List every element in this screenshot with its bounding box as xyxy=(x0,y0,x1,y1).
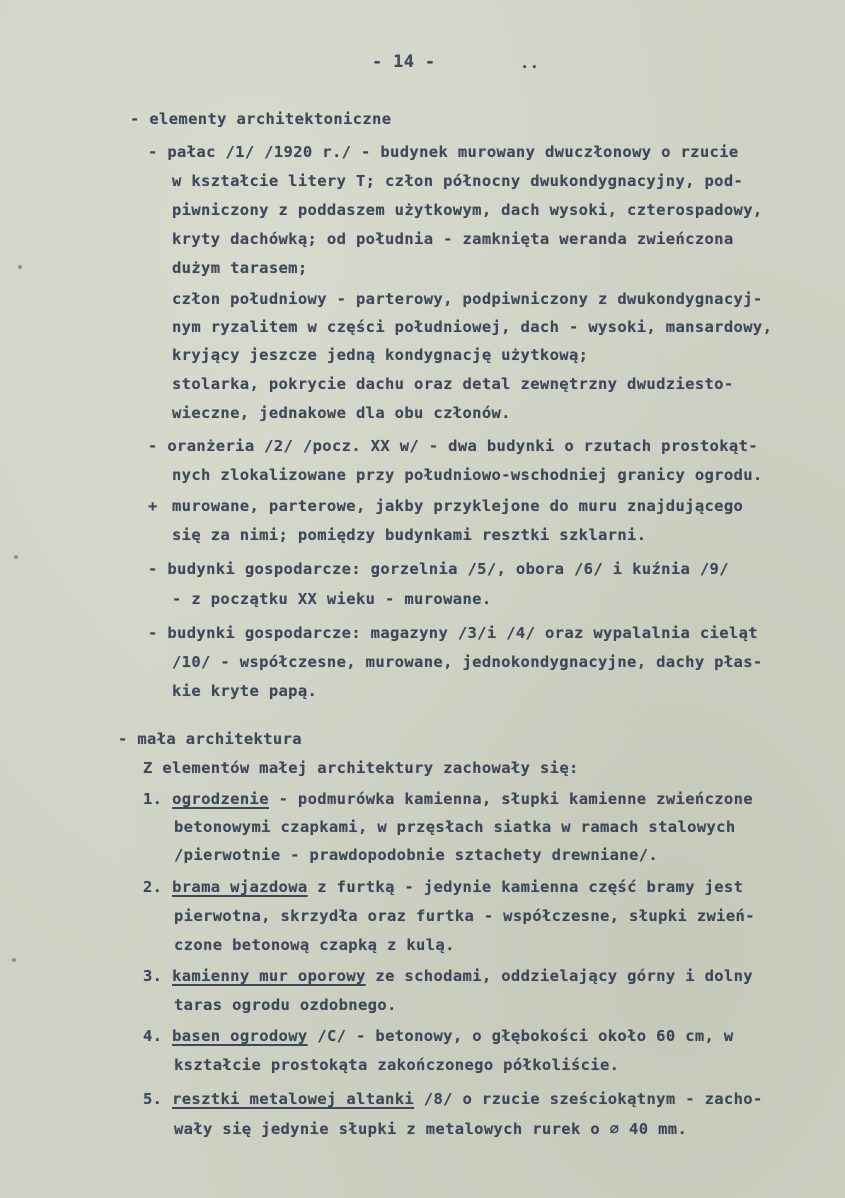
text-line: dużym tarasem; xyxy=(172,259,308,277)
text-line: człon południowy - parterowy, podpiwniczony z dwukondygnacyj- xyxy=(172,290,763,308)
section-heading-architecture: - elementy architektoniczne xyxy=(130,110,392,128)
text-line: kie kryte papą. xyxy=(172,682,318,700)
item-term: basen ogrodowy xyxy=(172,1027,308,1045)
text-line: - z początku XX wieku - murowane. xyxy=(172,590,492,608)
item-number: 2. xyxy=(143,878,163,896)
text-line: - budynki gospodarcze: gorzelnia /5/, obora /6/ i kuźnia /9/ xyxy=(148,560,729,578)
item-text: - podmurówka kamienna, słupki kamienne zwieńczone xyxy=(268,790,753,808)
text-line: stolarka, pokrycie dachu oraz detal zewnętrzny dwudziesto- xyxy=(172,375,734,393)
text-line: się za nimi; pomiędzy budynkami resztki szklarni. xyxy=(172,526,647,544)
item-number: 3. xyxy=(143,967,163,985)
margin-dot xyxy=(12,958,16,962)
text-line: kształcie prostokąta zakończonego półkoliście. xyxy=(174,1056,620,1074)
item-term: ogrodzenie xyxy=(172,790,269,808)
item-text: z furtką - jedynie kamienna część bramy jest xyxy=(307,878,744,896)
margin-dot xyxy=(18,265,22,269)
item-term: kamienny mur oporowy xyxy=(172,967,366,985)
item-number: 5. xyxy=(143,1090,163,1108)
list-item xyxy=(143,1027,734,1045)
list-item xyxy=(143,790,753,808)
text-line: czone betonową czapką z kulą. xyxy=(174,936,455,954)
text-line: - oranżeria /2/ /pocz. XX w/ - dwa budynki o rzutach prostokąt- xyxy=(148,437,758,455)
text-line: /pierwotnie - prawdopodobnie sztachety drewniane/. xyxy=(174,846,659,864)
item-term: resztki metalowej altanki xyxy=(172,1090,415,1108)
page-number: - 14 - xyxy=(372,52,436,72)
section-heading-small-architecture: - mała architektura xyxy=(118,730,302,748)
text-line: - budynki gospodarcze: magazyny /3/i /4/ oraz wypalalnia cieląt xyxy=(148,624,758,642)
text-line: nym ryzalitem w części południowej, dach - wysoki, mansardowy, xyxy=(172,318,773,336)
text-line: taras ogrodu ozdobnego. xyxy=(174,996,397,1014)
text-line: /10/ - współczesne, murowane, jednokondygnacyjne, dachy płas- xyxy=(172,653,763,671)
item-text: ze schodami, oddzielający górny i dolny xyxy=(365,967,753,985)
text-line: piwniczony z poddaszem użytkowym, dach wysoki, czterospadowy, xyxy=(172,201,763,219)
text-line: murowane, parterowe, jakby przyklejone do muru znajdującego xyxy=(172,497,744,515)
item-text: /8/ o rzucie sześciokątnym - zacho- xyxy=(414,1090,763,1108)
page-mark: .. xyxy=(520,54,540,72)
margin-mark: + xyxy=(148,497,158,515)
item-term: brama wjazdowa xyxy=(172,878,308,896)
text-line: pierwotna, skrzydła oraz furtka - współczesne, słupki zwień- xyxy=(174,907,755,925)
text-line: kryty dachówką; od południa - zamknięta weranda zwieńczona xyxy=(172,230,734,248)
text-line: betonowymi czapkami, w przęsłach siatka w ramach stalowych xyxy=(174,818,736,836)
text-line: wały się jedynie słupki z metalowych rurek o ∅ 40 mm. xyxy=(174,1120,688,1138)
item-text: /C/ - betonowy, o głębokości około 60 cm, w xyxy=(307,1027,734,1045)
list-item xyxy=(143,878,743,896)
text-line: - pałac /1/ /1920 r./ - budynek murowany dwuczłonowy o rzucie xyxy=(148,143,739,161)
item-number: 1. xyxy=(143,790,163,808)
list-item xyxy=(143,1090,763,1108)
text-line: w kształcie litery T; człon północny dwukondygnacyjny, pod- xyxy=(172,172,744,190)
text-line: wieczne, jednakowe dla obu członów. xyxy=(172,404,511,422)
item-number: 4. xyxy=(143,1027,163,1045)
text-line: kryjący jeszcze jedną kondygnację użytkową; xyxy=(172,346,589,364)
list-item xyxy=(143,967,753,985)
intro-line: Z elementów małej architektury zachowały się: xyxy=(143,759,579,777)
margin-dot xyxy=(14,555,18,559)
text-line: nych zlokalizowane przy południowo-wschodniej granicy ogrodu. xyxy=(172,466,763,484)
